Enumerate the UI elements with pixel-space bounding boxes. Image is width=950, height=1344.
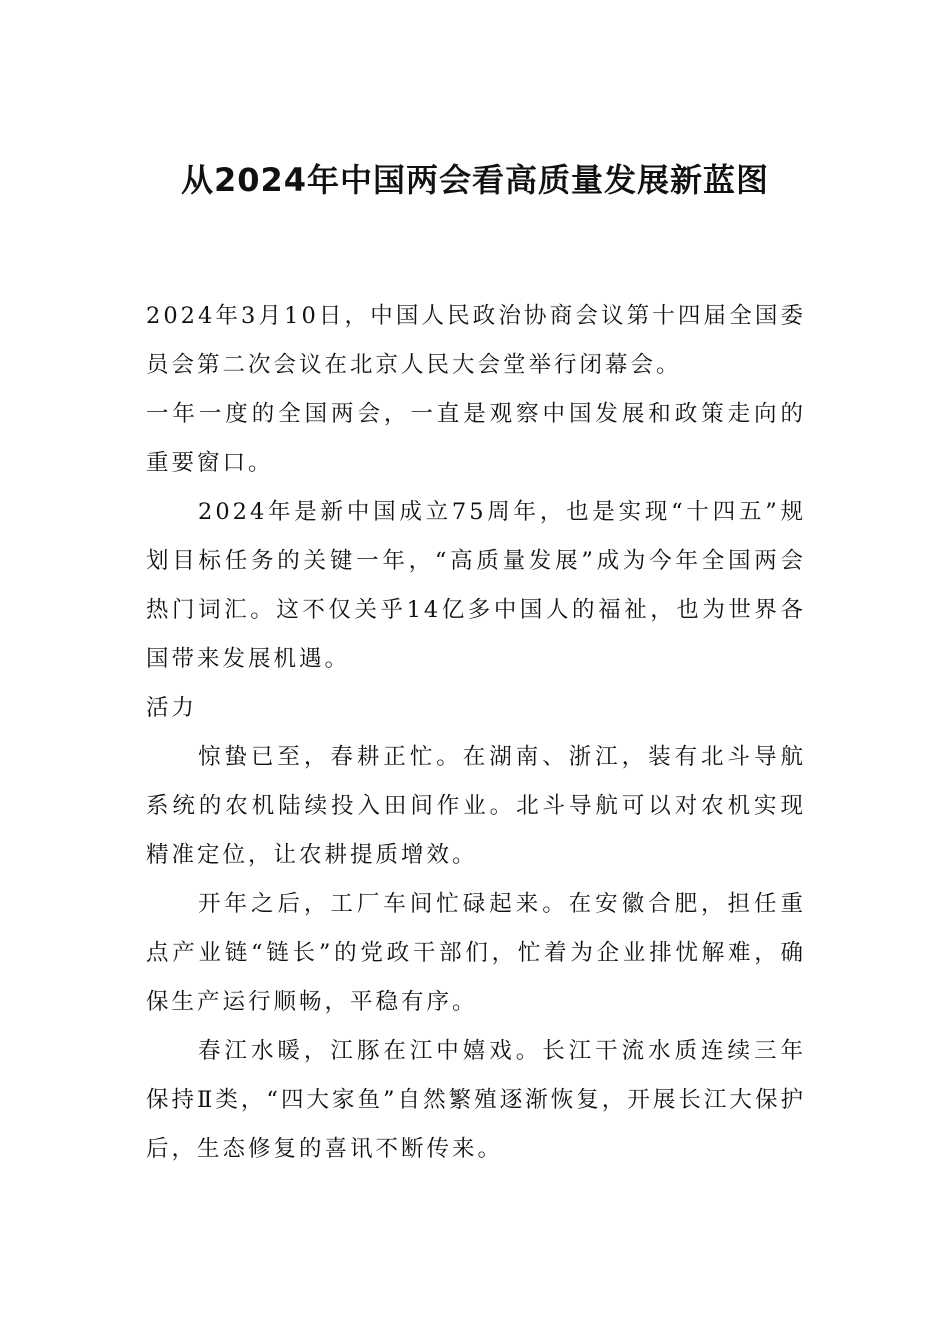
document-body <box>146 292 806 1174</box>
paragraph-window: 一年一度的全国两会，一直是观察中国发展和政策走向的重要窗口。 <box>146 401 806 476</box>
paragraph-spring-farming: 惊蛰已至，春耕正忙。在湖南、浙江，装有北斗导航系统的农机陆续投入田间作业。北斗导航可以对农机实现精准定位，让农耕提质增效。 <box>146 744 806 868</box>
paragraph-factory: 开年之后，工厂车间忙碌起来。在安徽合肥，担任重点产业链“链长”的党政干部们，忙着为企业排忧解难，确保生产运行顺畅，平稳有序。 <box>146 891 806 1015</box>
document-title: 从2024年中国两会看高质量发展新蓝图 <box>180 161 770 199</box>
paragraph-yangtze: 春江水暖，江豚在江中嬉戏。长江干流水质连续三年保持Ⅱ类，“四大家鱼”自然繁殖逐渐恢复，开展长江大保护后，生态修复的喜讯不断传来。 <box>146 1038 806 1162</box>
section-heading-vitality: 活力 <box>146 695 198 721</box>
paragraph-high-quality: 2024年是新中国成立75周年，也是实现“十四五”规划目标任务的关键一年，“高质量发展”成为今年全国两会热门词汇。这不仅关乎14亿多中国人的福祉，也为世界各国带来发展机遇。 <box>146 499 806 672</box>
paragraph-opening: 2024年3月10日，中国人民政治协商会议第十四届全国委员会第二次会议在北京人民大会堂举行闭幕会。 <box>146 303 806 378</box>
